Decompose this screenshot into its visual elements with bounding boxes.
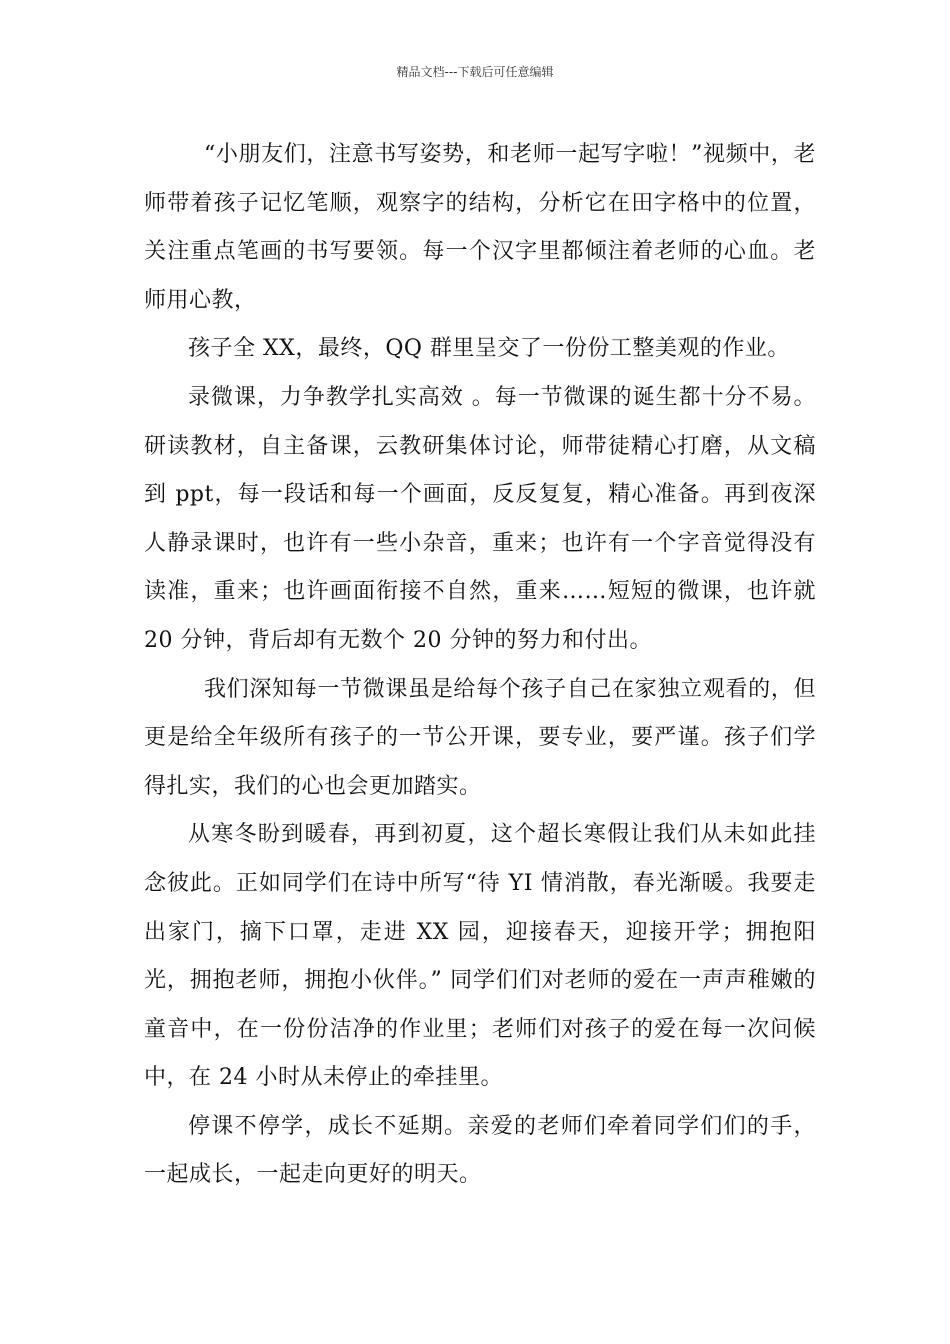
paragraph-3: 录微课，力争教学扎实高效 。每一节微课的诞生都十分不易。研读教材，自主备课，云教研集体讨论，师带徒精心打磨，从文稿到 ppt，每一段话和每一个画面，反反复复，精心准备。再到夜深人静录课时，也许有一些小杂音，重来；也许有一个字音觉得没有读准，重来；也许画面衔接不自然，重来……短短的微课，也许就 20 分钟，背后却有无数个 20 分钟的努力和付出。: [144, 384, 816, 653]
page-header: 精品文档---下载后可任意编辑: [396, 65, 554, 79]
paragraph-4: 我们深知每一节微课虽是给每个孩子自己在家独立观看的，但更是给全年级所有孩子的一节公开课，要专业，要严谨。孩子们学得扎实，我们的心也会更加踏实。: [144, 676, 816, 799]
paragraph-5: 从寒冬盼到暖春，再到初夏，这个超长寒假让我们从未如此挂念彼此。正如同学们在诗中所写“待 YI 情消散，春光渐暖。我要走出家门，摘下口罩，走进 XX 园，迎接春天，迎接开学；拥抱阳光，拥抱老师，拥抱小伙伴。” 同学们们对老师的爱在一声声稚嫩的童音中，在一份份洁净的作业里；老师们对孩子的爱在每一次问候中，在 24 小时从未停止的牵挂里。: [144, 822, 816, 1091]
paragraph-2: 孩子全 XX，最终，QQ 群里呈交了一份份工整美观的作业。: [188, 336, 790, 362]
paragraph-1: “小朋友们，注意书写姿势，和老师一起写字啦！”视频中，老师带着孩子记忆笔顺，观察字的结构，分析它在田字格中的位置，关注重点笔画的书写要领。每一个汉字里都倾注着老师的心血。老师用心教，: [144, 142, 816, 313]
document-body: [144, 131, 816, 1200]
paragraph-6: 停课不停学，成长不延期。亲爱的老师们牵着同学们们的手，一起成长，一起走向更好的明天。: [144, 1113, 816, 1188]
